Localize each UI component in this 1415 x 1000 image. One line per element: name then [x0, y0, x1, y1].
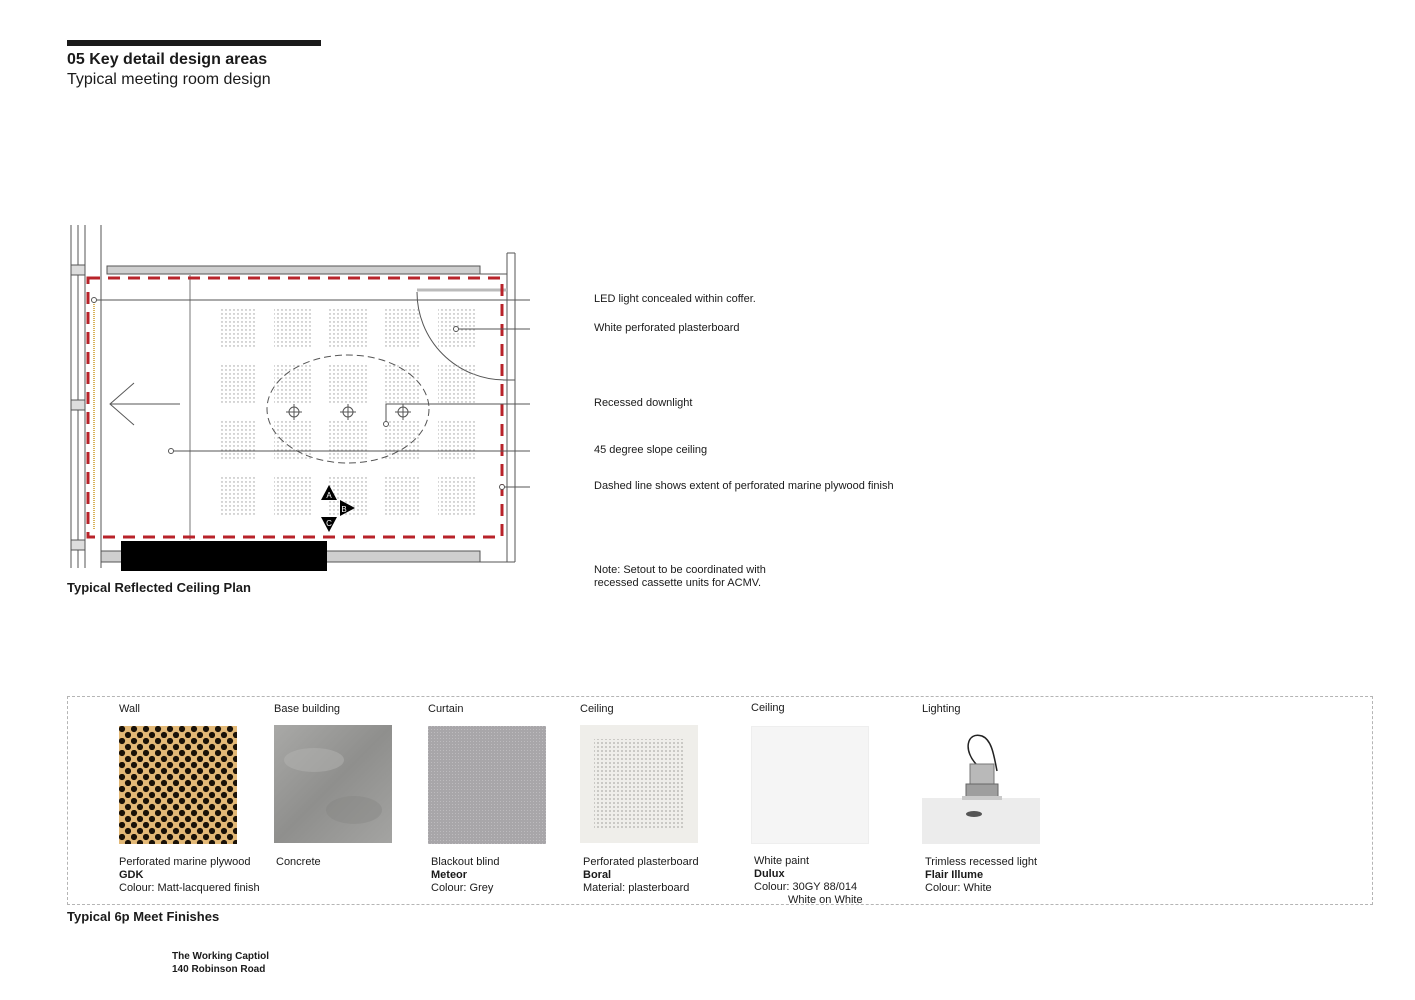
swatch-concrete: [274, 725, 392, 843]
finish-detail-2: White on White: [788, 894, 863, 906]
plan-caption: Typical Reflected Ceiling Plan: [67, 580, 251, 595]
note-line-2: recessed cassette units for ACMV.: [594, 577, 762, 589]
reflected-ceiling-plan: [60, 220, 530, 580]
callout-plasterboard: White perforated plasterboard: [594, 322, 740, 334]
finish-detail: Colour: White: [925, 882, 992, 894]
finishes-panel: [67, 696, 1373, 905]
finish-material: White paint: [754, 855, 810, 867]
swatch-white-paint: [751, 726, 869, 844]
finish-meta-ceiling-1: [583, 856, 699, 895]
callout-dashed-line: Dashed line shows extent of perforated marine plywood finish: [594, 480, 894, 492]
finish-detail: Colour: Grey: [431, 882, 494, 894]
finish-category-wall: Wall: [119, 703, 140, 715]
finishes-caption: Typical 6p Meet Finishes: [67, 909, 220, 924]
top-wall: [107, 266, 480, 274]
callout-led: LED light concealed within coffer.: [594, 293, 756, 305]
title-rule: [67, 40, 321, 46]
finish-category-curtain: Curtain: [428, 703, 464, 715]
finish-brand: Flair Illume: [925, 869, 984, 881]
finish-brand: Meteor: [431, 869, 468, 881]
finish-material: Perforated plasterboard: [583, 856, 699, 868]
setout-note: [594, 564, 814, 590]
direction-arrow: [110, 383, 180, 425]
finish-material: Concrete: [276, 856, 321, 868]
project-name: The Working Captiol: [172, 951, 270, 962]
swatch-perforated-plasterboard: [580, 725, 698, 843]
finish-material: Perforated marine plywood: [119, 856, 251, 868]
callout-downlight: Recessed downlight: [594, 397, 693, 409]
page-title: 05 Key detail design areas: [67, 51, 268, 68]
note-line-1: Note: Setout to be coordinated with: [594, 564, 766, 576]
callout-slope: 45 degree slope ceiling: [594, 444, 708, 456]
finish-category-ceiling-2: Ceiling: [751, 702, 785, 714]
finish-meta-lighting: [925, 856, 1037, 895]
finish-brand: GDK: [119, 869, 144, 881]
finish-category-base: Base building: [274, 703, 341, 715]
finish-material: Trimless recessed light: [925, 856, 1038, 868]
page-subtitle: Typical meeting room design: [67, 71, 271, 88]
swatch-recessed-light: [922, 726, 1040, 844]
swatch-grey-fabric: [428, 726, 546, 844]
downlights: [286, 404, 411, 420]
finish-category-ceiling-1: Ceiling: [580, 703, 614, 715]
finish-brand: Boral: [583, 869, 612, 881]
finish-category-lighting: Lighting: [922, 703, 961, 715]
marker-a: A: [326, 491, 332, 500]
marker-c: C: [326, 519, 332, 528]
finish-meta-base: [276, 856, 321, 869]
finish-detail: Colour: Matt-lacquered finish: [119, 882, 260, 894]
finish-material: Blackout blind: [431, 856, 500, 868]
finish-meta-curtain: [431, 856, 500, 895]
swatch-perforated-plywood: [119, 726, 237, 844]
finish-detail: Material: plasterboard: [583, 882, 690, 894]
left-wall: [71, 225, 101, 568]
project-street: 140 Robinson Road: [172, 964, 266, 975]
project-address: [172, 950, 269, 976]
marker-b: B: [341, 505, 347, 514]
finish-detail: Colour: 30GY 88/014: [754, 881, 858, 893]
finish-meta-wall: [119, 856, 260, 895]
furniture-block: [121, 541, 327, 571]
finish-meta-ceiling-2: [754, 855, 863, 907]
finish-brand: Dulux: [754, 868, 785, 880]
